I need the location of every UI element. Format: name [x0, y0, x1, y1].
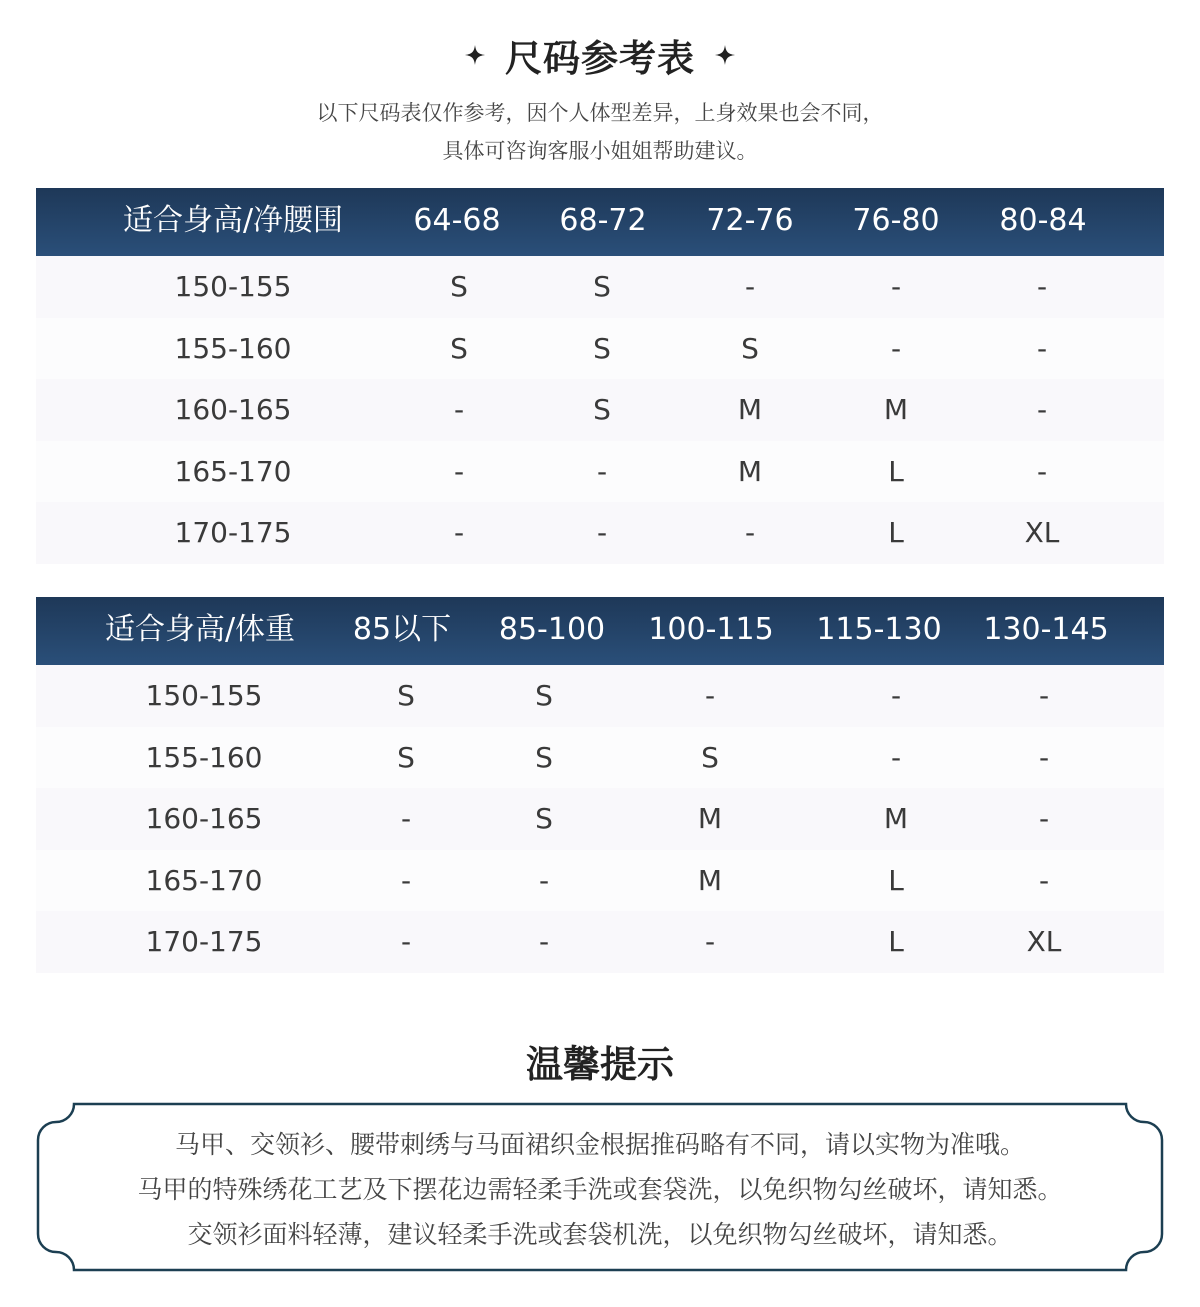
height-cell: 165-170: [174, 454, 292, 488]
size-cell: -: [744, 270, 756, 303]
subtitle-line: 以下尺码表仅作参考，因个人体型差异，上身效果也会不同，: [316, 101, 884, 125]
size-cell: L: [888, 454, 904, 488]
column-header: 85-100: [498, 612, 606, 647]
column-header: 85以下: [352, 612, 452, 647]
size-cell: M: [883, 393, 909, 426]
size-cell: -: [1038, 679, 1050, 712]
size-cell: XL: [1024, 516, 1060, 549]
size-cell: -: [1036, 331, 1048, 365]
size-cell: -: [400, 863, 412, 897]
size-cell: S: [593, 331, 611, 365]
size-cell: M: [737, 393, 763, 426]
size-cell: L: [888, 863, 904, 897]
tip-line: 马甲的特殊绣花工艺及下摆花边需轻柔手洗或套袋洗，以免织物勾丝破坏，请知悉。: [137, 1175, 1063, 1204]
size-cell: M: [737, 454, 763, 488]
height-cell: 155-160: [145, 740, 263, 774]
tips-title: 温馨提示: [526, 1043, 674, 1086]
column-header: 130-145: [983, 612, 1109, 647]
subtitle-line: 具体可咨询客服小姐姐帮助建议。: [442, 139, 758, 163]
size-cell: S: [593, 393, 611, 426]
size-cell: L: [888, 516, 904, 549]
tip-line: 马甲、交领衫、腰带刺绣与马面裙织金根据推码略有不同，请以实物为准哦。: [174, 1130, 1025, 1159]
size-cell: -: [704, 925, 716, 958]
size-cell: -: [596, 516, 608, 549]
height-cell: 155-160: [174, 331, 292, 365]
table-row: [36, 256, 1164, 318]
size-cell: L: [888, 925, 904, 958]
size-cell: S: [450, 270, 468, 303]
waist-size-table: [36, 188, 1164, 564]
table-header: [36, 597, 1164, 665]
table-row: [36, 502, 1164, 564]
size-cell: -: [890, 270, 902, 303]
size-cell: S: [741, 331, 759, 365]
size-cell: S: [535, 740, 553, 774]
size-cell: -: [538, 925, 550, 958]
height-cell: 160-165: [145, 802, 263, 835]
height-cell: 160-165: [174, 393, 292, 426]
height-cell: 165-170: [145, 863, 263, 897]
column-header: 64-68: [413, 203, 501, 238]
column-header: 100-115: [648, 612, 774, 647]
size-cell: -: [1036, 393, 1048, 426]
page-subtitle: [0, 94, 1200, 170]
size-cell: XL: [1026, 925, 1062, 958]
size-cell: -: [453, 516, 465, 549]
column-header: 76-80: [852, 203, 940, 238]
column-header: 72-76: [706, 203, 794, 238]
size-cell: -: [1036, 270, 1048, 303]
size-cell: S: [535, 802, 553, 835]
size-cell: -: [538, 863, 550, 897]
column-header: 115-130: [816, 612, 942, 647]
tip-line: 交领衫面料轻薄，建议轻柔手洗或套袋机洗，以免织物勾丝破坏，请知悉。: [187, 1220, 1013, 1249]
size-cell: -: [704, 679, 716, 712]
size-cell: -: [890, 331, 902, 365]
table-row: [36, 788, 1164, 850]
table-row: [36, 318, 1164, 380]
tips-box: [36, 1102, 1164, 1272]
table-row: [36, 665, 1164, 727]
table-row: [36, 441, 1164, 503]
size-cell: M: [697, 863, 723, 897]
column-header: 适合身高/体重: [104, 612, 296, 647]
table-row: [36, 911, 1164, 973]
table-row: [36, 727, 1164, 789]
size-cell: -: [596, 454, 608, 488]
size-cell: -: [744, 516, 756, 549]
weight-size-table: [36, 597, 1164, 973]
size-cell: -: [1038, 740, 1050, 774]
size-cell: -: [453, 393, 465, 426]
size-cell: -: [890, 679, 902, 712]
sparkle-icon-right: [715, 45, 735, 65]
table-row: [36, 850, 1164, 912]
column-header: 68-72: [559, 203, 647, 238]
table-header: [36, 188, 1164, 256]
size-cell: -: [400, 925, 412, 958]
size-cell: S: [397, 679, 415, 712]
size-cell: -: [1036, 454, 1048, 488]
size-cell: S: [450, 331, 468, 365]
column-header: 适合身高/净腰围: [122, 203, 344, 238]
size-cell: M: [883, 802, 909, 835]
height-cell: 170-175: [174, 516, 292, 549]
height-cell: 170-175: [145, 925, 263, 958]
sparkle-icon-left: [465, 45, 485, 65]
size-cell: M: [697, 802, 723, 835]
size-cell: S: [701, 740, 719, 774]
size-cell: S: [535, 679, 553, 712]
size-cell: -: [453, 454, 465, 488]
tips-content: [36, 1122, 1164, 1257]
size-cell: -: [400, 802, 412, 835]
size-cell: S: [593, 270, 611, 303]
size-cell: S: [397, 740, 415, 774]
column-header: 80-84: [999, 203, 1087, 238]
size-cell: -: [1038, 863, 1050, 897]
height-cell: 150-155: [174, 270, 292, 303]
height-cell: 150-155: [145, 679, 263, 712]
page-title: 尺码参考表: [505, 37, 695, 80]
size-cell: -: [890, 740, 902, 774]
page-title-row: [0, 28, 1200, 82]
table-row: [36, 379, 1164, 441]
size-cell: -: [1038, 802, 1050, 835]
